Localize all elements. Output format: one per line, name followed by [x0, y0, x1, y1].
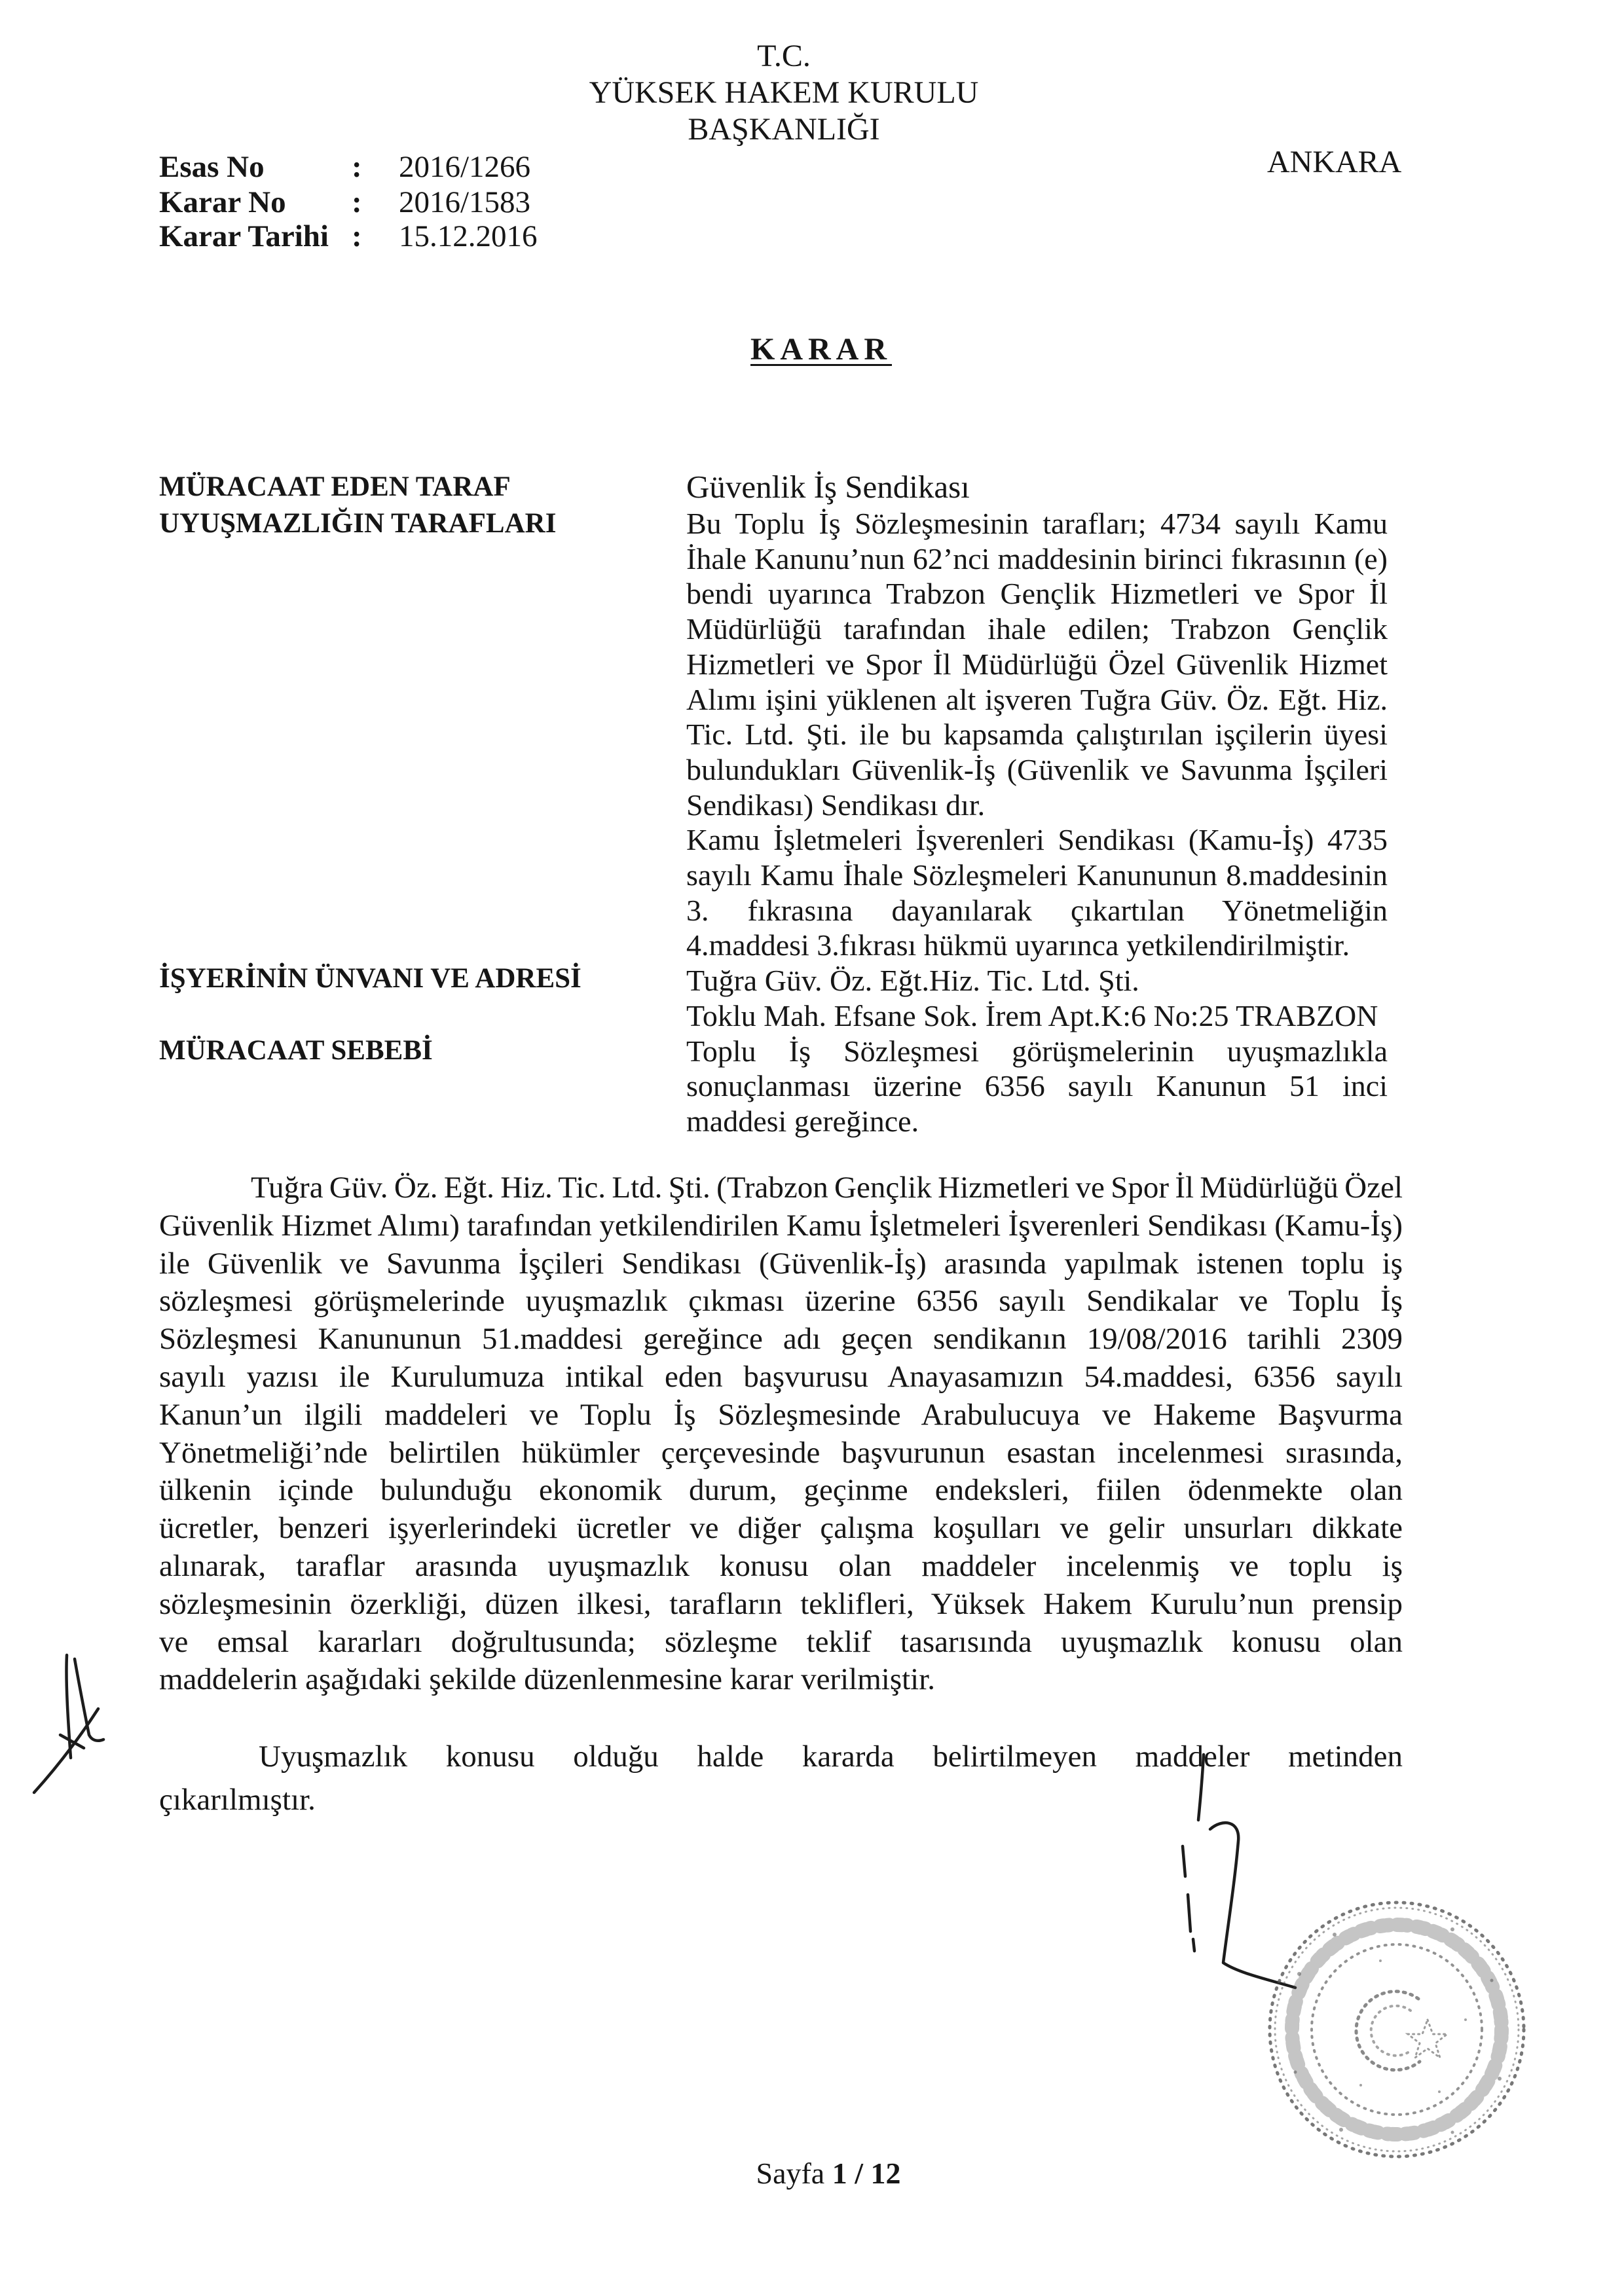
decision-date-row — [159, 219, 657, 254]
body-text-line: sözleşmesinin özerkliği, düzen ilkesi, tarafların teklifleri, Yüksek Hakem Kurulu’nun prensip — [159, 1586, 1403, 1621]
parties-text — [686, 506, 1388, 963]
workplace-name: Tuğra Güv. Öz. Eğt.Hiz. Tic. Ltd. Şti. — [686, 964, 1139, 997]
body-text-line: Güvenlik Hizmet Alımı) tarafından yetkilendirilen Kamu İşletmeleri İşverenleri Sendikası (Kamu-İş) — [159, 1208, 1403, 1243]
case-number-label: Esas No — [159, 150, 265, 184]
parties-text-line: Kamu İşletmeleri İşverenleri Sendikası (Kamu-İş) 4735 — [686, 823, 1388, 857]
applicant-value: Güvenlik İş Sendikası — [686, 469, 970, 505]
parties-text-line: Tic. Ltd. Şti. ile bu kapsamda çalıştırılan işçilerin üyesi — [686, 718, 1388, 752]
decision-date-label: Karar Tarihi — [159, 219, 329, 253]
document-title-text: KARAR — [750, 332, 892, 367]
official-stamp — [1256, 1889, 1538, 2170]
parties-text-line: Bu Toplu İş Sözleşmesinin tarafları; 4734 sayılı Kamu — [686, 507, 1388, 540]
body-text-line: sözleşmesi görüşmelerinde uyuşmazlık çıkması üzerine 6356 sayılı Sendikalar ve Toplu İş — [159, 1284, 1403, 1319]
decision-number-value: 2016/1583 — [399, 185, 531, 219]
reason-text-line: maddesi gereğince. — [686, 1104, 919, 1138]
parties-text-line: sayılı Kamu İhale Sözleşmeleri Kanununun 8.maddesinin — [686, 858, 1388, 892]
body-text-line: alınarak, taraflar arasında uyuşmazlık konusu olan maddeler incelenmiş ve toplu iş — [159, 1548, 1403, 1583]
page-footer — [697, 2155, 959, 2192]
workplace-text — [686, 963, 1388, 1033]
decision-date-separator: : — [352, 219, 362, 253]
decision-date-value: 15.12.2016 — [399, 219, 538, 253]
case-number-value: 2016/1266 — [399, 150, 531, 184]
page-word: Sayfa — [756, 2157, 825, 2190]
body-text-line: Uyuşmazlık konusu olduğu halde kararda belirtilmeyen maddeler metinden — [259, 1740, 1403, 1774]
parties-label: UYUŞMAZLIĞIN TARAFLARI — [159, 508, 557, 539]
reason-text-line: Toplu İş Sözleşmesi görüşmelerinin uyuşmazlıkla — [686, 1034, 1388, 1068]
case-number-separator: : — [352, 150, 362, 184]
header-city: ANKARA — [1267, 145, 1402, 179]
handwritten-signature-left — [20, 1637, 131, 1807]
reason-label: MÜRACAAT SEBEBİ — [159, 1035, 433, 1066]
header-institution: YÜKSEK HAKEM KURULU — [589, 75, 979, 110]
body-text-line: Sözleşmesi Kanununun 51.maddesi gereğince adı geçen sendikanın 19/08/2016 tarihli 2309 — [159, 1322, 1403, 1357]
decision-number-separator: : — [352, 185, 362, 219]
body-text-line: Kanun’un ilgili maddeleri ve Toplu İş Sözleşmesinde Arabulucuya ve Hakeme Başvurma — [159, 1397, 1403, 1432]
header-office: BAŞKANLIĞI — [688, 112, 880, 147]
parties-text-line: Sendikası) Sendikası dır. — [686, 788, 986, 822]
body-text-line: ücretler, benzeri işyerlerindeki ücretler ve diğer çalışma koşulları ve gelir unsurları dikkate — [159, 1511, 1403, 1546]
case-number-row — [159, 149, 657, 185]
body-text-line: Yönetmeliği’nde belirtilen hükümler çerçevesinde başvurunun esastan incelenmesi sırasında, — [159, 1435, 1403, 1470]
body-text-line: maddelerin aşağıdaki şekilde düzenlenmesine karar verilmiştir. — [159, 1662, 936, 1697]
decision-number-label: Karar No — [159, 185, 286, 219]
body-text-line: ülkenin içinde bulunduğu ekonomik durum, geçinme endeksleri, fiilen ödenmekte olan — [159, 1473, 1403, 1508]
body-text-line: ve emsal kararları doğrultusunda; sözleşme teklif tasarısında uyuşmazlık konusu olan — [159, 1624, 1403, 1659]
parties-text-line: bulundukları Güvenlik-İş (Güvenlik ve Savunma İşçileri — [686, 752, 1388, 786]
decision-paragraph-1 — [159, 1169, 1403, 1699]
parties-text-line: bendi uyarınca Trabzon Gençlik Hizmetleri ve Spor İl — [686, 577, 1388, 611]
header-tc: T.C. — [757, 39, 811, 73]
parties-text-line: Alımı işini yüklenen alt işveren Tuğra Güv. Öz. Eğt. Hiz. — [686, 682, 1388, 716]
body-text-line: Tuğra Güv. Öz. Eğt. Hiz. Tic. Ltd. Şti. (Trabzon Gençlik Hizmetleri ve Spor İl Müdürlüğü Özel — [251, 1171, 1403, 1205]
document-title — [690, 331, 952, 368]
reason-text — [686, 1034, 1388, 1139]
parties-text-line: İhale Kanunu’nun 62’nci maddesinin birinci fıkrasının (e) — [686, 541, 1388, 575]
workplace-label: İŞYERİNİN ÜNVANI VE ADRESİ — [159, 963, 581, 994]
page-number: 1 / 12 — [832, 2157, 901, 2190]
applicant-label: MÜRACAAT EDEN TARAF — [159, 471, 511, 502]
parties-text-line: Hizmetleri ve Spor İl Müdürlüğü Özel Güvenlik Hizmet — [686, 647, 1388, 681]
parties-text-line: 3. fıkrasına dayanılarak çıkartılan Yönetmeliğin — [686, 893, 1388, 927]
decision-number-row — [159, 185, 657, 220]
reason-text-line: sonuçlanması üzerine 6356 sayılı Kanunun 51 inci — [686, 1069, 1388, 1103]
workplace-address: Toklu Mah. Efsane Sok. İrem Apt.K:6 No:25 TRABZON — [686, 998, 1378, 1032]
body-text-line: sayılı yazısı ile Kurulumuza intikal eden başvurusu Anayasamızın 54.maddesi, 6356 sayılı — [159, 1359, 1403, 1394]
parties-text-line: 4.maddesi 3.fıkrası hükmü uyarınca yetkilendirilmiştir. — [686, 928, 1350, 962]
decision-paragraph-2 — [159, 1735, 1403, 1821]
parties-text-line: Müdürlüğü tarafından ihale edilen; Trabzon Gençlik — [686, 612, 1388, 646]
body-text-line: ile Güvenlik ve Savunma İşçileri Sendikası (Güvenlik-İş) arasında yapılmak istenen toplu iş — [159, 1246, 1403, 1281]
body-text-line: çıkarılmıştır. — [159, 1783, 316, 1817]
